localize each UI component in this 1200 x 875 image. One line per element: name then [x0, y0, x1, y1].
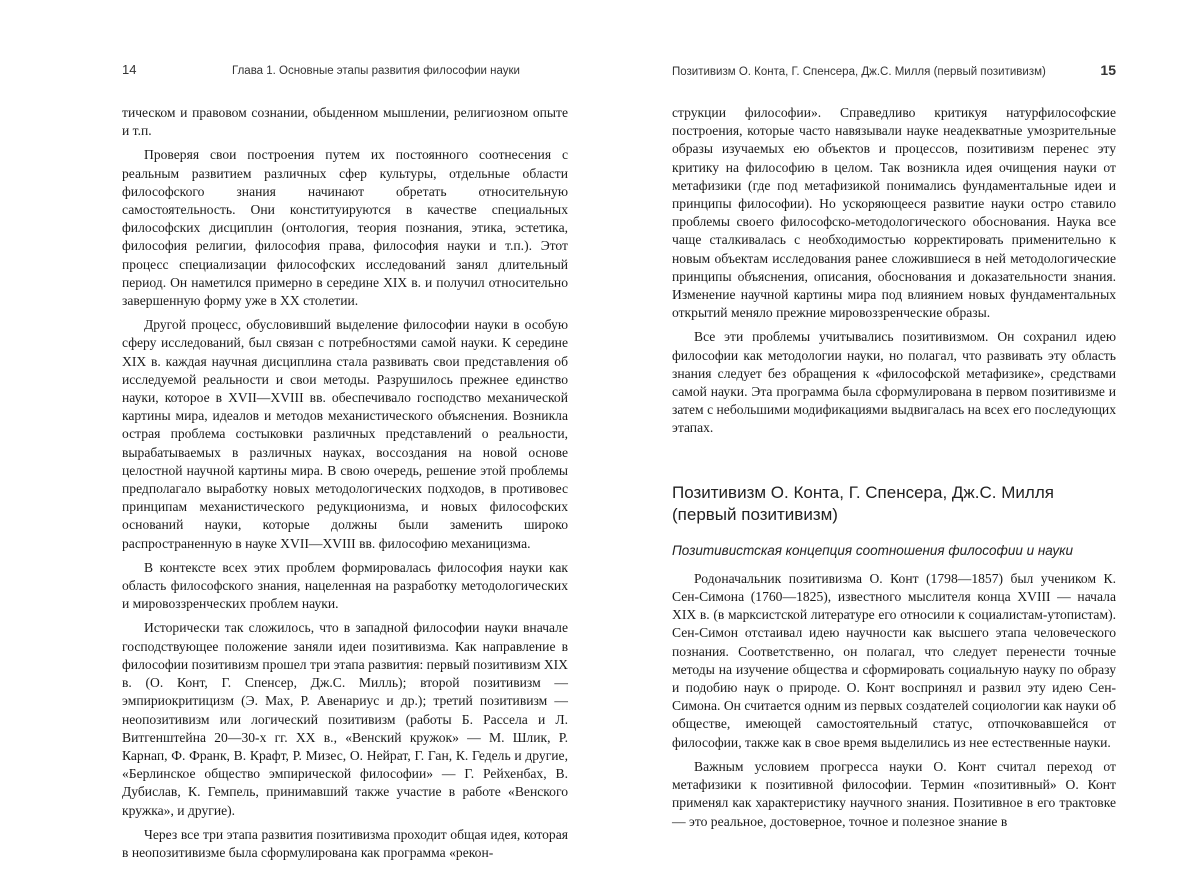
paragraph: Все эти проблемы учитывались позитивизмом. Он сохранил идею философии как методологии науки, но полагал, что развивать эту область знания следует без обращения к «философской метафизике», средствами самой науки. Эта программа была сформулирована в первом позитивизме и затем с небольшими модификациями выдвигалась на всех его последующих этапах.	[672, 329, 1116, 436]
paragraph: Другой процесс, обусловивший выделение философии науки в особую сферу исследований, был связан с потребностями самой науки. К середине XIX в. каждая научная дисциплина стала развивать свои представления об исследуемой реальности и свои методы. Разрушилось прежнее единство науки, которое в XVII—XVIII вв. обеспечивало господство механической картины мира, идеалов и методов механистического объяснения. Возникла острая проблема состыковки различных представлений о реальности, вырабатываемых в различных науках, воссоздания на новой основе целостной научной картины мира. В свою очередь, решение этой проблемы предполагало выработку новых методологических подходов, в противовес принципам механистического редукционизма, и новых философских оснований науки, которые должны были заменить широко распространенную в науке XVII—XVIII вв. философию механицизма.	[122, 317, 568, 551]
paragraph: Исторически так сложилось, что в западной философии науки вначале господствующее положение заняли идеи позитивизма. Как направление в философии позитивизм прошел три этапа развития: первый позитивизм XIX в. (О. Конт, Г. Спенсер, Дж.С. Милль); второй позитивизм — эмпириокритицизм (Э. Мах, Р. Авенариус и др.); третий позитивизм — неопозитивизм или логический позитивизм (работы Б. Рассела и Л. Витгенштейна 20—30-х гг. XX в., «Венский кружок» — М. Шлик, Р. Карнап, Ф. Франк, В. Крафт, Р. Мизес, О. Нейрат, Г. Ган, К. Гедель и другие, «Берлинское общество эмпирической философии» — Г. Рейхенбах, В. Дубислав, К. Гемпель, принимавший также участие в работе «Венского кружка», и другие).	[122, 620, 568, 818]
paragraph: струкции философии». Справедливо критикуя натурфилософские построения, которые часто навязывали науке неадекватные умозрительные образы изучаемых ею объектов и процессов, позитивизм перенес эту критику на философию в целом. Так возникла идея очищения науки от метафизики (где под метафизикой понимались фундаментальные идеи и принципы философии). Но ускоряющееся развитие науки остро ставило проблемы своего философско-методологического обоснования. Наука все чаще сталкивалась с необходимостью корректировать применительно к новым объектам исследования ранее сложившиеся в ней методологические принципы объяснения, описания, обоснования и доказательности знания. Изменение научной картины мира под влиянием новых фундаментальных открытий меняло прежние мировоззренческие образы.	[672, 105, 1116, 321]
section-heading	[672, 482, 1116, 526]
right-page-number: 15	[1100, 62, 1116, 78]
paragraph: В контексте всех этих проблем формировалась философия науки как область философского знания, нацеленная на разработку методологических и мировоззренческих проблем науки.	[122, 559, 568, 612]
section-heading-line: Позитивизм О. Конта, Г. Спенсера, Дж.С. Милля	[672, 482, 1054, 502]
right-body-text	[672, 104, 1116, 831]
paragraph: Проверяя свои построения путем их постоянного соотнесения с реальным развитием различных сфер культуры, отдельные области философского знания начинают обретать относительную самостоятельность. Они конституируются в качестве специальных философских дисциплин (онтология, теория познания, этика, эстетика, философия религии, философия права, философия науки и т.п.). Этот процесс специализации философских исследований занял длительный период. Он наметился примерно в середине XIX в. и получил относительно завершенную форму уже в XX столетии.	[122, 147, 568, 309]
paragraph: Через все три этапа развития позитивизма проходит общая идея, которая в неопозитивизме была сформулирована как программа «рекон-	[122, 826, 568, 860]
right-running-title: Позитивизм О. Конта, Г. Спенсера, Дж.С. Милля (первый позитивизм)	[672, 66, 1046, 78]
right-running-head	[672, 62, 1116, 92]
paragraph: Родоначальник позитивизма О. Конт (1798—1857) был учеником К. Сен-Симона (1760—1825), известного мыслителя конца XVIII — начала XIX в. (в марксистской литературе его относили к социалистам-утопистам). Сен-Симон отстаивал идею научности как высшего этапа человеческого познания. Соответственно, он полагал, что следует перенести точные методы на изучение общества и сформировать социальную науку по образу и подобию наук о природе. О. Конт воспринял и развил эту идею Сен-Симона. Он считается одним из первых создателей социологии как науки об обществе, имеющей самостоятельный статус, отпочковавшейся от философии, также как в свое время выделились из нее естественные науки.	[672, 570, 1116, 750]
section-heading-line: (первый позитивизм)	[672, 504, 838, 524]
left-body-text	[122, 104, 568, 862]
subsection-heading: Позитивистская концепция соотношения философии и науки	[672, 542, 1073, 558]
paragraph: Важным условием прогресса науки О. Конт считал переход от метафизики к позитивной философии. Термин «позитивный» О. Конт применял как характеристику научного знания. Позитивное в его трактовке — это реальное, достоверное, точное и полезное знание в	[672, 758, 1116, 829]
paragraph: тическом и правовом сознании, обыденном мышлении, религиозном опыте и т.п.	[122, 105, 568, 139]
left-running-title: Глава 1. Основные этапы развития философии науки	[232, 65, 520, 77]
left-page-number: 14	[122, 62, 137, 77]
right-page	[600, 0, 1200, 875]
left-running-head	[122, 62, 568, 92]
